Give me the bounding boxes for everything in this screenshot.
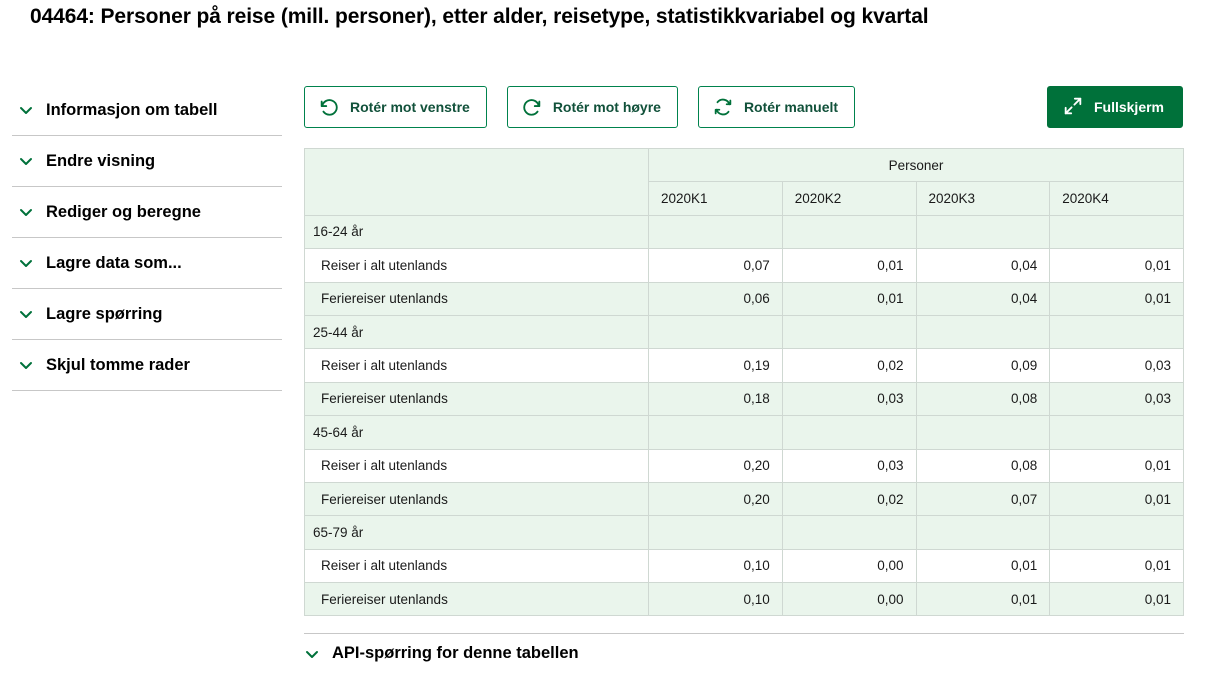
table-row [305, 549, 1184, 582]
cell-value: 0,07 [649, 249, 783, 282]
cell-value: 0,01 [782, 249, 916, 282]
sidebar-item-label: Endre visning [46, 151, 156, 170]
cell-value: 0,09 [916, 349, 1050, 382]
table-toolbar [304, 86, 855, 128]
table-top-header-personer: Personer [649, 149, 1184, 182]
cell-value: 0,03 [1050, 349, 1184, 382]
table-head [305, 149, 1184, 216]
cell-value: 0,02 [782, 482, 916, 515]
table-row [305, 382, 1184, 415]
chevron-down-icon [18, 255, 34, 271]
cell-value: 0,01 [1050, 449, 1184, 482]
column-header-2020k4: 2020K4 [1050, 182, 1184, 215]
sidebar-item-lagre-sporring[interactable] [12, 289, 282, 340]
chevron-down-icon [18, 306, 34, 322]
table-row [305, 583, 1184, 616]
cell-value: 0,20 [649, 449, 783, 482]
sidebar [12, 85, 282, 391]
cell-value: 0,00 [782, 583, 916, 616]
cell-value: 0,10 [649, 583, 783, 616]
cell-value: 0,04 [916, 249, 1050, 282]
cell-value: 0,03 [1050, 382, 1184, 415]
column-header-2020k3: 2020K3 [916, 182, 1050, 215]
row-label: Reiser i alt utenlands [305, 549, 649, 582]
cell-value: 0,18 [649, 382, 783, 415]
expand-icon [1062, 95, 1084, 120]
sidebar-item-label: Lagre data som... [46, 253, 182, 272]
chevron-down-icon [304, 646, 320, 662]
cell-value: 0,01 [916, 583, 1050, 616]
row-label: Reiser i alt utenlands [305, 349, 649, 382]
cell-value: 0,04 [916, 282, 1050, 315]
table-corner-cell [305, 149, 649, 216]
cell-value [1050, 315, 1184, 348]
table-row [305, 416, 1184, 449]
cell-value [782, 215, 916, 248]
cell-value: 0,01 [1050, 482, 1184, 515]
cell-value [649, 315, 783, 348]
table-row [305, 449, 1184, 482]
cell-value: 0,01 [1050, 249, 1184, 282]
api-query-label: API-spørring for denne tabellen [332, 644, 579, 662]
table-row [305, 282, 1184, 315]
rotate-left-icon [318, 96, 340, 118]
rotate-manual-button[interactable] [698, 86, 855, 128]
sidebar-item-skjul-tomme-rader[interactable] [12, 340, 282, 391]
chevron-down-icon [18, 102, 34, 118]
table-row [305, 249, 1184, 282]
cell-value: 0,08 [916, 382, 1050, 415]
cell-value [916, 215, 1050, 248]
cell-value [782, 516, 916, 549]
cell-value: 0,00 [782, 549, 916, 582]
cell-value: 0,01 [1050, 583, 1184, 616]
sidebar-item-informasjon-om-tabell[interactable] [12, 85, 282, 136]
cell-value [916, 315, 1050, 348]
cell-value: 0,08 [916, 449, 1050, 482]
row-label: Feriereiser utenlands [305, 583, 649, 616]
table-row [305, 482, 1184, 515]
chevron-down-icon [18, 204, 34, 220]
cell-value [782, 416, 916, 449]
cell-value [916, 516, 1050, 549]
cell-value [649, 215, 783, 248]
table-body [305, 215, 1184, 616]
sidebar-item-label: Rediger og beregne [46, 202, 201, 221]
cell-value: 0,01 [782, 282, 916, 315]
chevron-down-icon [18, 357, 34, 373]
rotate-right-icon [521, 96, 543, 118]
row-label: Reiser i alt utenlands [305, 449, 649, 482]
cell-value [649, 416, 783, 449]
cell-value [649, 516, 783, 549]
cell-value: 0,02 [782, 349, 916, 382]
fullscreen-label: Fullskjerm [1093, 99, 1164, 115]
cell-value: 0,19 [649, 349, 783, 382]
table-header-row-top [305, 149, 1184, 182]
row-label: Feriereiser utenlands [305, 282, 649, 315]
cell-value [1050, 516, 1184, 549]
row-label: 25-44 år [305, 315, 649, 348]
row-label: 45-64 år [305, 416, 649, 449]
table-row [305, 315, 1184, 348]
row-label: 65-79 år [305, 516, 649, 549]
cell-value [782, 315, 916, 348]
column-header-2020k1: 2020K1 [649, 182, 783, 215]
cell-value [1050, 215, 1184, 248]
cell-value: 0,20 [649, 482, 783, 515]
page-title: 04464: Personer på reise (mill. personer), etter alder, reisetype, statistikkvariabel og kvartal [30, 5, 929, 28]
rotate-right-label: Rotér mot høyre [552, 99, 661, 115]
table-row [305, 349, 1184, 382]
cell-value: 0,07 [916, 482, 1050, 515]
cell-value [916, 416, 1050, 449]
cell-value: 0,01 [916, 549, 1050, 582]
row-label: Feriereiser utenlands [305, 482, 649, 515]
chevron-down-icon [18, 153, 34, 169]
cell-value: 0,03 [782, 449, 916, 482]
cell-value [1050, 416, 1184, 449]
data-table-container [304, 148, 1184, 616]
sidebar-item-label: Lagre spørring [46, 304, 163, 323]
sidebar-item-endre-visning[interactable] [12, 136, 282, 187]
row-label: Feriereiser utenlands [305, 382, 649, 415]
row-label: 16-24 år [305, 215, 649, 248]
fullscreen-button[interactable] [1047, 86, 1183, 128]
column-header-2020k2: 2020K2 [782, 182, 916, 215]
sidebar-item-label: Skjul tomme rader [46, 355, 190, 374]
statistics-table [304, 148, 1184, 616]
cell-value: 0,03 [782, 382, 916, 415]
sidebar-item-label: Informasjon om tabell [46, 100, 218, 119]
sidebar-item-lagre-data-som[interactable] [12, 238, 282, 289]
api-query-accordion[interactable] [304, 633, 1184, 663]
cell-value: 0,01 [1050, 549, 1184, 582]
table-row [305, 516, 1184, 549]
cell-value: 0,06 [649, 282, 783, 315]
rotate-left-label: Rotér mot venstre [350, 99, 470, 115]
cell-value: 0,10 [649, 549, 783, 582]
table-row [305, 215, 1184, 248]
sidebar-item-rediger-og-beregne[interactable] [12, 187, 282, 238]
rotate-manual-label: Rotér manuelt [743, 99, 839, 115]
rotate-left-button[interactable] [304, 86, 487, 128]
rotate-manual-icon [712, 96, 734, 118]
row-label: Reiser i alt utenlands [305, 249, 649, 282]
rotate-right-button[interactable] [507, 86, 678, 128]
cell-value: 0,01 [1050, 282, 1184, 315]
